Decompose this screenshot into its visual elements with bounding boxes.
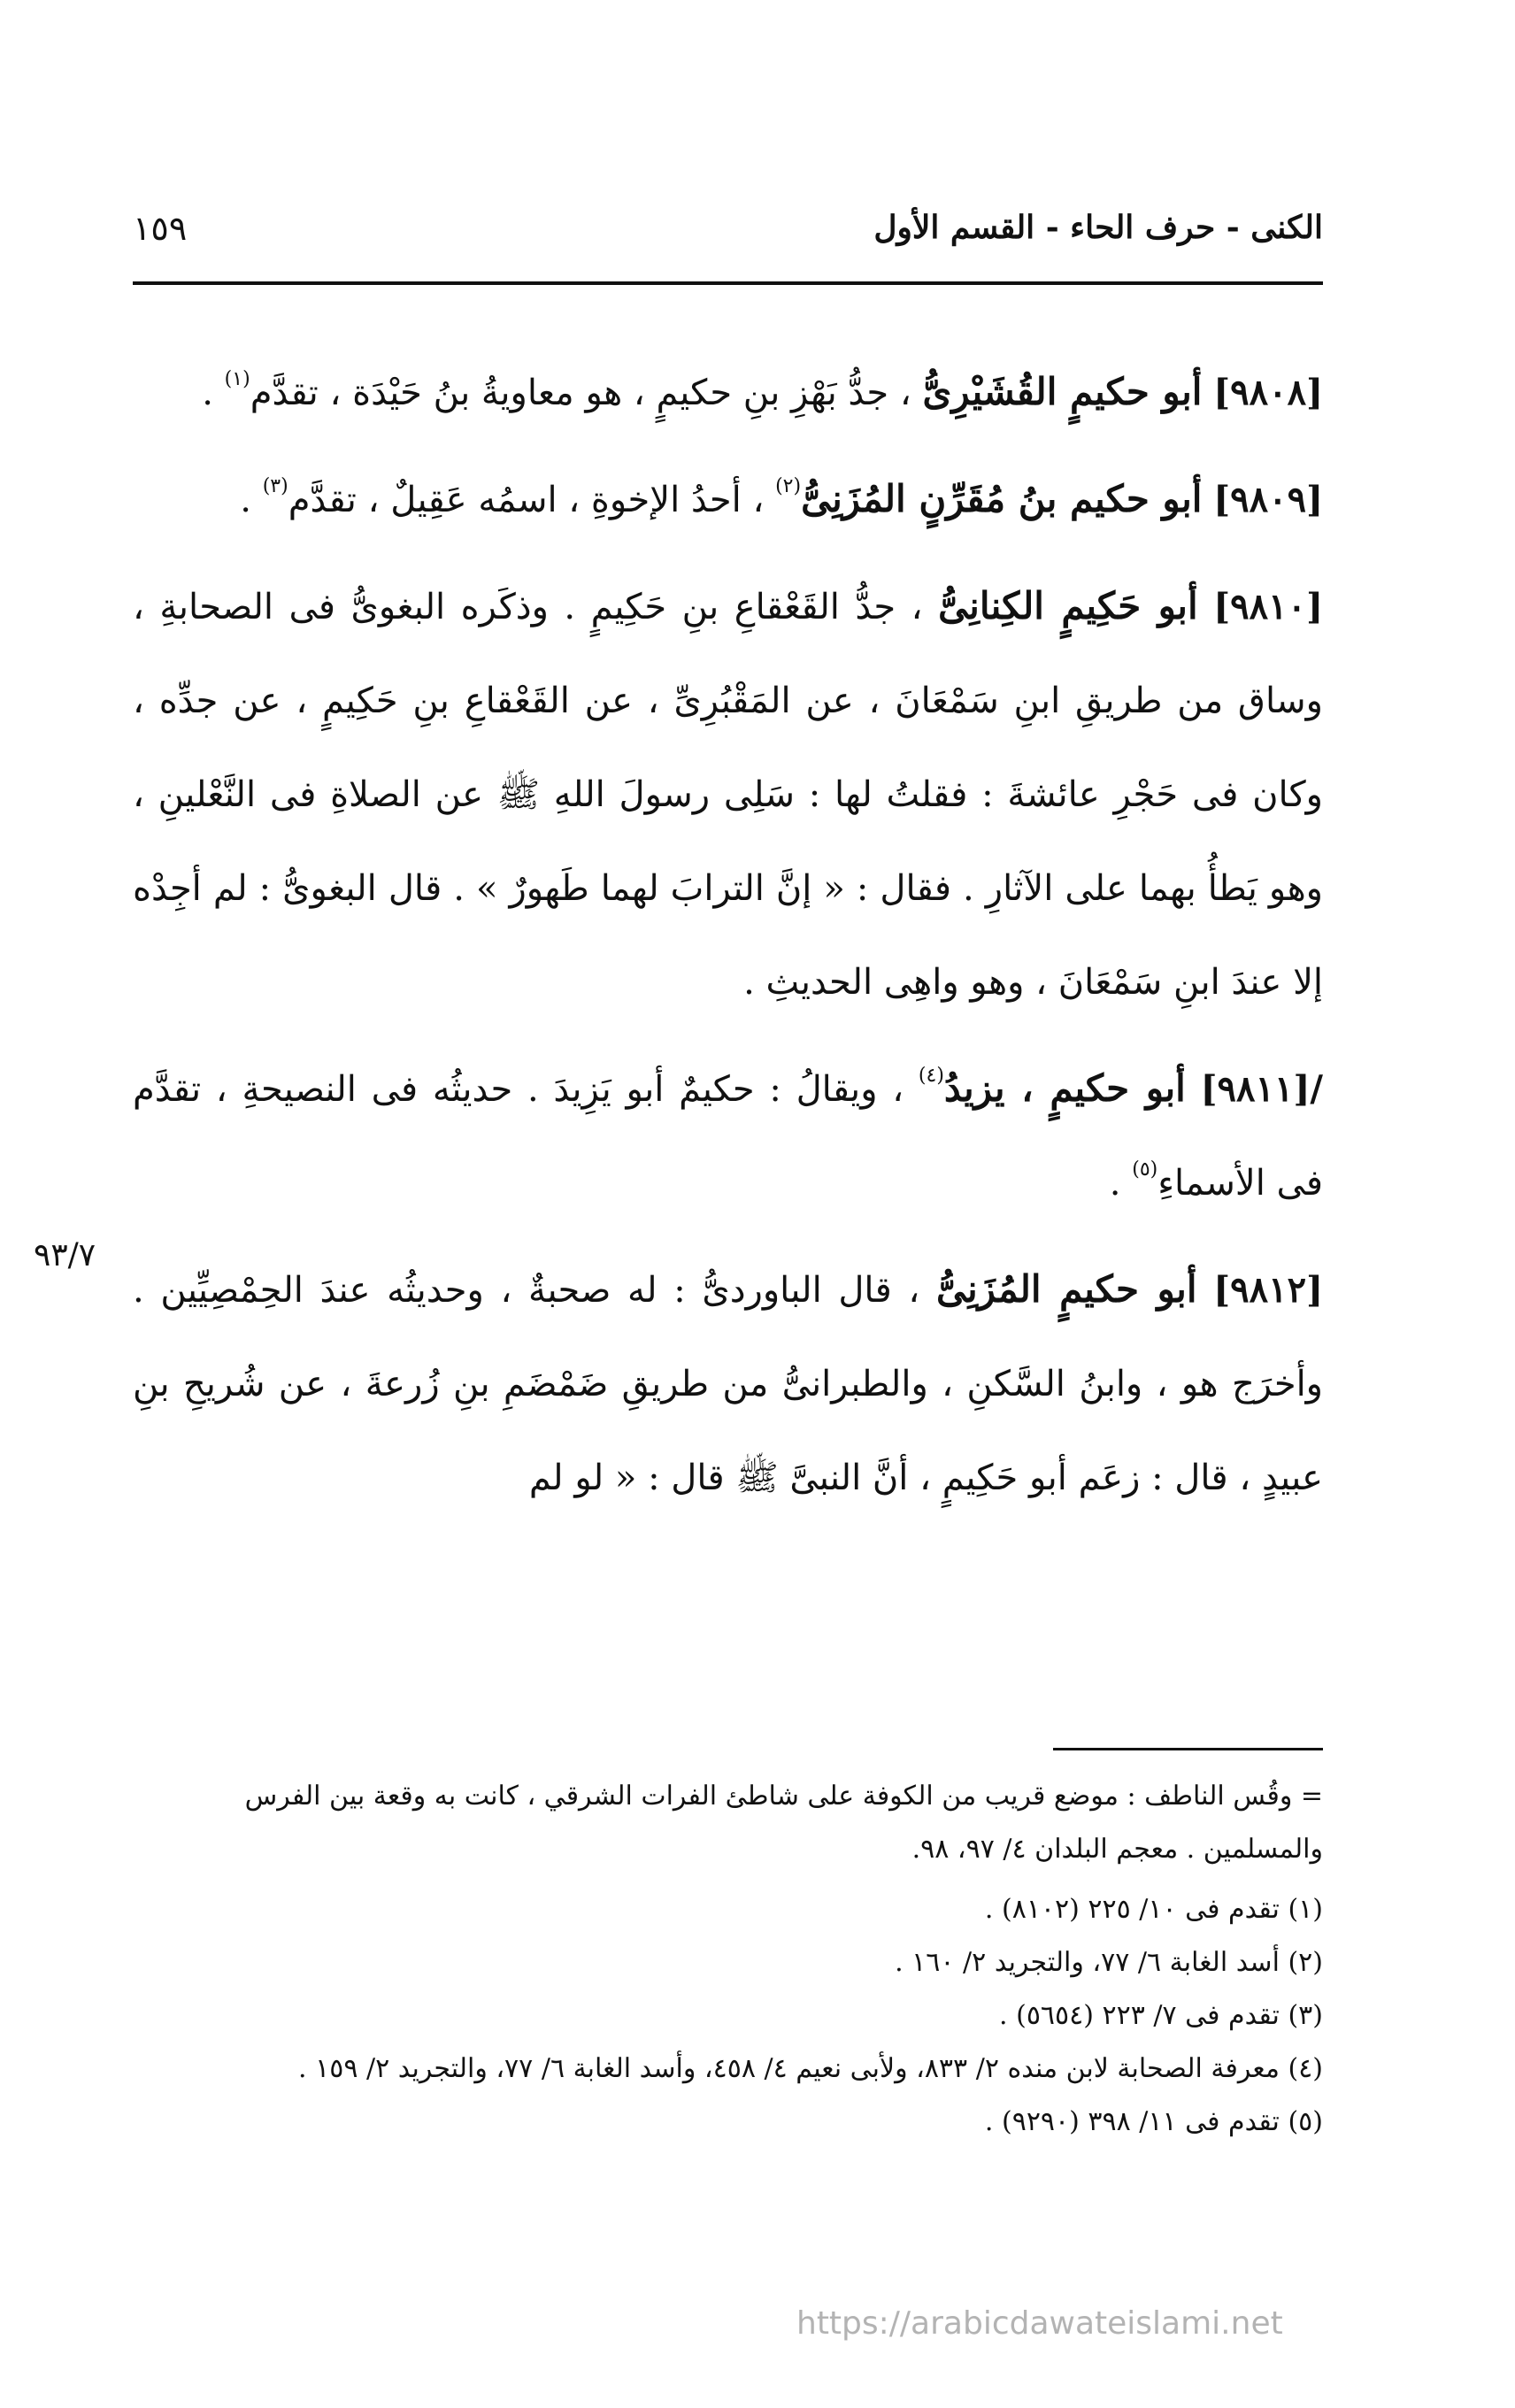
entry-text: ، قال الباوردىُّ : له صحبةٌ ، وحديثُه عندَ الحِمْصِيِّين . وأخرَج هو ، وابنُ السَّكنِ ، والطبرانىُّ من طريقِ ضَمْضَمِ بنِ زُرعةَ ، عن شُريحِ بنِ عبيدٍ ، قال : زعَم أبو حَكِيمٍ ، أنَّ النبىَّ ﷺ قال : « لو لم bbox=[133, 1270, 1323, 1498]
footnote-ref: (٥) bbox=[1132, 1158, 1158, 1181]
entry-9811 bbox=[133, 1042, 1323, 1230]
entry-9810 bbox=[133, 559, 1323, 1029]
main-text bbox=[133, 345, 1323, 1537]
footnote-ref: (١) bbox=[224, 368, 250, 390]
running-title: الكنى - حرف الحاء - القسم الأول bbox=[873, 209, 1323, 246]
footnote-ref: (٣) bbox=[262, 475, 288, 497]
entry-9809 bbox=[133, 452, 1323, 547]
entry-name: أبو حكيمٍ القُشَيْرِىُّ bbox=[922, 370, 1203, 413]
entry-name: أبو حكيمٍ المُزَنِىُّ bbox=[935, 1267, 1197, 1311]
watermark-url: https://arabicdawateislami.net bbox=[796, 2305, 1283, 2342]
entry-name: أبو حَكِيمٍ الكِنانِىُّ bbox=[938, 584, 1198, 627]
footnote-5: (٥) تقدم فى ١١/ ٣٩٨ (٩٢٩٠) . bbox=[984, 2106, 1323, 2137]
entry-text: ، أحدُ الإخوةِ ، اسمُه عَقِيلٌ ، تقدَّم bbox=[288, 480, 765, 520]
entry-text: ، جدُّ بَهْزِ بنِ حكيمٍ ، هو معاويةُ بنُ حَيْدَة ، تقدَّم bbox=[250, 373, 911, 413]
entry-tail: . bbox=[240, 480, 251, 520]
footnote-1: (١) تقدم فى ١٠/ ٢٢٥ (٨١٠٢) . bbox=[984, 1894, 1323, 1925]
footnote-ref: (٢) bbox=[775, 475, 802, 497]
entry-text: ، ويقالُ : حكيمٌ أبو يَزِيدَ . حديثُه فى النصيحةِ ، تقدَّم فى الأسماءِ bbox=[133, 1069, 1323, 1204]
running-header bbox=[133, 209, 1323, 280]
entry-9812 bbox=[133, 1242, 1323, 1525]
entry-tail: . bbox=[1109, 1163, 1121, 1204]
entry-name: أبو حكيم بنُ مُقَرِّنٍ المُزَنِىُّ bbox=[801, 477, 1203, 520]
entry-name: أبو حكيمٍ ، يزيدُ bbox=[943, 1066, 1186, 1110]
header-rule bbox=[133, 281, 1323, 285]
entry-number: [٩٨١٠] bbox=[1213, 586, 1323, 627]
entry-number: [٩٨٠٩] bbox=[1213, 479, 1323, 520]
footnote-4: (٤) معرفة الصحابة لابن منده ٢/ ٨٣٣، ولأبى نعيم ٤/ ٤٥٨، وأسد الغابة ٦/ ٧٧، والتجريد ٢/ ١٥٩ . bbox=[298, 2053, 1323, 2084]
entry-number: [٩٨١٢] bbox=[1213, 1269, 1323, 1311]
footnote-continuation: = وقُس الناطف : موضع قريب من الكوفة على شاطئ الفرات الشرقي ، كانت به وقعة بين الفرس والمسلمين . معجم البلدان ٤/ ٩٧، ٩٨. bbox=[244, 1781, 1323, 1865]
footnote-2: (٢) أسد الغابة ٦/ ٧٧، والتجريد ٢/ ١٦٠ . bbox=[895, 1947, 1323, 1978]
footnote-3: (٣) تقدم فى ٧/ ٢٢٣ (٥٦٥٤) . bbox=[999, 2000, 1323, 2031]
entry-9808 bbox=[133, 345, 1323, 440]
margin-reference: ٩٣/٧ bbox=[34, 1237, 96, 1273]
footnotes bbox=[133, 1770, 1323, 2149]
page-number: ١٥٩ bbox=[133, 209, 188, 248]
entry-number: /[٩٨١١] bbox=[1200, 1068, 1324, 1110]
footnote-ref: (٤) bbox=[918, 1065, 944, 1087]
footnote-rule bbox=[1053, 1748, 1323, 1750]
entry-text: ، جدُّ القَعْقاعِ بنِ حَكِيمٍ . وذكَره البغوىُّ فى الصحابةِ ، وساق من طريقِ ابنِ سَمْعَانَ ، عن المَقْبُرِىِّ ، عن القَعْقاعِ بنِ حَكِيمٍ ، عن جدِّه ، وكان فى حَجْرِ عائشةَ : فقلتُ لها : سَلِى رسولَ اللهِ ﷺ عن الصلاةِ فى النَّعْلينِ ، وهو يَطأُ بهما على الآثارِ . فقال : « إنَّ الترابَ لهما طَهورٌ » . قال البغوىُّ : لم أجِدْه إلا عندَ ابنِ سَمْعَانَ ، وهو واهِى الحديثِ . bbox=[133, 587, 1323, 1003]
entry-number: [٩٨٠٨] bbox=[1213, 372, 1323, 413]
entry-tail: . bbox=[202, 373, 213, 413]
